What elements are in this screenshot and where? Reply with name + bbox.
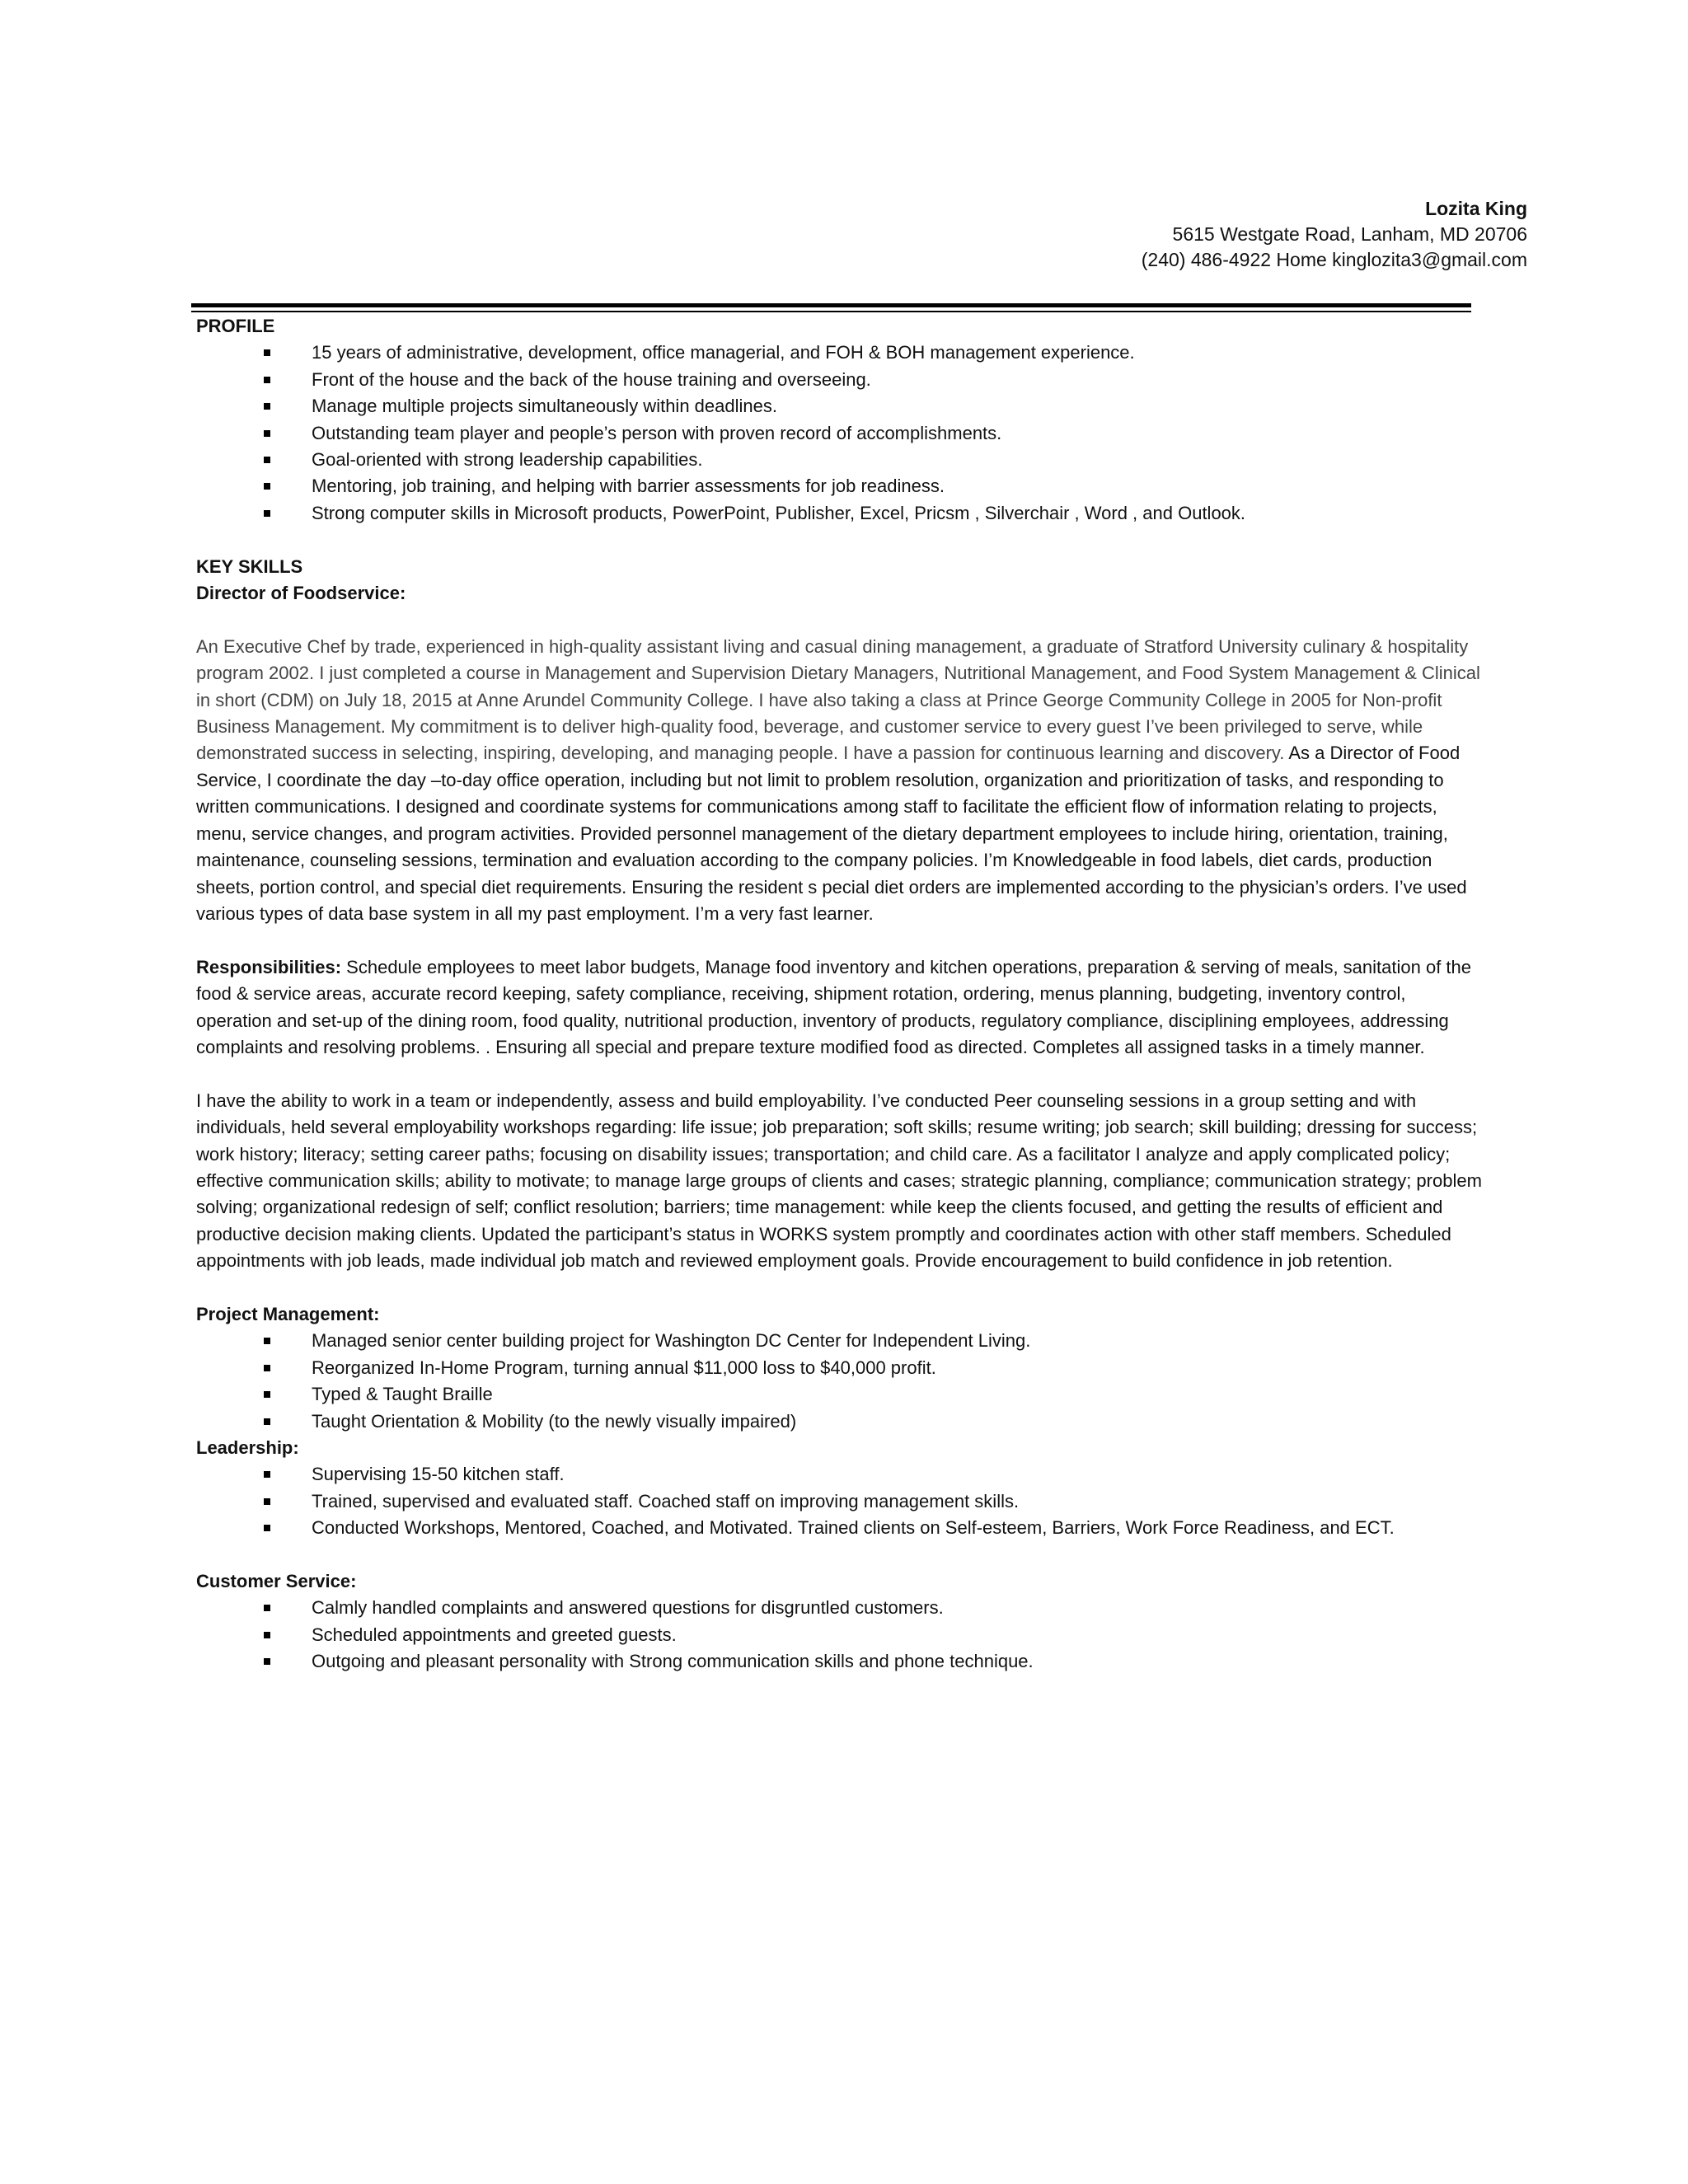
leadership-item: Trained, supervised and evaluated staff. Coached staff on improving management skills. — [196, 1488, 1482, 1515]
responsibilities-label: Responsibilities: — [196, 956, 342, 977]
foodservice-paragraph — [196, 634, 1482, 927]
customer-service-list — [196, 1595, 1482, 1675]
profile-item: Mentoring, job training, and helping with barrier assessments for job readiness. — [196, 473, 1482, 499]
key-skills-heading: KEY SKILLS — [196, 555, 303, 577]
customer-service-heading: Customer Service: — [196, 1571, 357, 1591]
applicant-address: 5615 Westgate Road, Lanham, MD 20706 — [1172, 223, 1527, 245]
responsibilities-text: Schedule employees to meet labor budgets, Manage food inventory and kitchen operations, preparation & serving of meals, sanitation of the food & service areas, accurate record keeping, safety compliance, receiving, shipment rotation, ordering, menus planning, budgeting, inventory control, operation and set-up of the dining room, food quality, nutritional production, inventory of products, regulatory compliance, disciplining employees, addressing complaints and resolving problems. . Ensuring all special and prepare texture modified food as directed. Completes all assigned tasks in a timely manner. — [196, 956, 1472, 1057]
customer-service-item: Calmly handled complaints and answered questions for disgruntled customers. — [196, 1595, 1482, 1621]
profile-item: Outstanding team player and people’s person with proven record of accomplishments. — [196, 420, 1482, 447]
profile-item: Front of the house and the back of the house training and overseeing. — [196, 367, 1482, 393]
contact-block — [1142, 196, 1527, 273]
responsibilities-paragraph — [196, 954, 1482, 1062]
profile-item: Strong computer skills in Microsoft products, PowerPoint, Publisher, Excel, Pricsm , Silverchair , Word , and Outlook. — [196, 500, 1482, 527]
resume-body — [196, 313, 1482, 1675]
foodservice-director-text: As a Director of Food Service, I coordinate the day –to-day office operation, including but not limit to problem resolution, organization and prioritization of tasks, and responding to written communications. I designed and coordinate systems for communications among staff to facilitate the efficient flow of information relating to projects, menu, service changes, and program activities. Provided personnel management of the dietary department employees to include hiring, orientation, training, maintenance, counseling sessions, termination and evaluation according to the company policies. I’m Knowledgeable in food labels, diet cards, production sheets, portion control, and special diet requirements. Ensuring the resident s pecial diet orders are implemented according to the physician’s orders. I’ve used various types of data base system in all my past employment. I’m a very fast learner. — [196, 743, 1467, 924]
ability-paragraph: I have the ability to work in a team or independently, assess and build employability. I’ve conducted Peer counseling sessions in a group setting and with individuals, held several employability workshops regarding: life issue; job preparation; soft skills; resume writing; job search; skill building; dressing for success; work history; literacy; setting career paths; focusing on disability issues; transportation; and child care. As a facilitator I analyze and apply complicated policy; effective communication skills; ability to motivate; to manage large groups of clients and cases; strategic planning, compliance; communication strategy; problem solving; organizational redesign of self; conflict resolution; barriers; time management: while keep the clients focused, and getting the results of efficient and productive decision making clients. Updated the participant’s status in WORKS system promptly and coordinates action with other staff members. Scheduled appointments with job leads, made individual job match and reviewed employment goals. Provide encouragement to build confidence in job retention. — [196, 1090, 1482, 1272]
project-management-item: Taught Orientation & Mobility (to the newly visually impaired) — [196, 1408, 1482, 1435]
leadership-list — [196, 1461, 1482, 1541]
foodservice-intro-text: An Executive Chef by trade, experienced in high-quality assistant living and casual dining management, a graduate of Stratford University culinary & hospitality program 2002. I just completed a course in Management and Supervision Dietary Managers, Nutritional Management, and Food System Management & Clinical in short (CDM) on July 18, 2015 at Anne Arundel Community College. I have also taking a class at Prince George Community College in 2005 for Non-profit Business Management. My commitment is to deliver high-quality food, beverage, and customer service to every guest I’ve been privileged to serve, while demonstrated success in selecting, inspiring, developing, and managing people. I have a passion for continuous learning and discovery. — [196, 635, 1480, 764]
customer-service-item: Scheduled appointments and greeted guests. — [196, 1622, 1482, 1648]
profile-item: Manage multiple projects simultaneously within deadlines. — [196, 393, 1482, 419]
project-management-heading: Project Management: — [196, 1303, 380, 1324]
profile-heading: PROFILE — [196, 316, 275, 336]
leadership-heading: Leadership: — [196, 1436, 299, 1458]
customer-service-item: Outgoing and pleasant personality with Strong communication skills and phone technique. — [196, 1648, 1482, 1675]
project-management-item: Reorganized In-Home Program, turning annual $11,000 loss to $40,000 profit. — [196, 1355, 1482, 1381]
header-divider-thin — [191, 311, 1471, 312]
applicant-phone-email: (240) 486-4922 Home kinglozita3@gmail.com — [1141, 249, 1527, 270]
leadership-item: Conducted Workshops, Mentored, Coached, and Motivated. Trained clients on Self-esteem, Barriers, Work Force Readiness, and ECT. — [196, 1515, 1482, 1541]
project-management-item: Typed & Taught Braille — [196, 1381, 1482, 1408]
applicant-name: Lozita King — [1425, 198, 1527, 219]
project-management-list — [196, 1328, 1482, 1435]
director-foodservice-heading: Director of Foodservice: — [196, 583, 406, 604]
profile-list — [196, 340, 1482, 527]
profile-item: Goal-oriented with strong leadership capabilities. — [196, 447, 1482, 473]
profile-item: 15 years of administrative, development, office managerial, and FOH & BOH management experience. — [196, 340, 1482, 366]
leadership-item: Supervising 15-50 kitchen staff. — [196, 1461, 1482, 1488]
header-divider-thick — [191, 303, 1471, 307]
project-management-item: Managed senior center building project for Washington DC Center for Independent Living. — [196, 1328, 1482, 1354]
